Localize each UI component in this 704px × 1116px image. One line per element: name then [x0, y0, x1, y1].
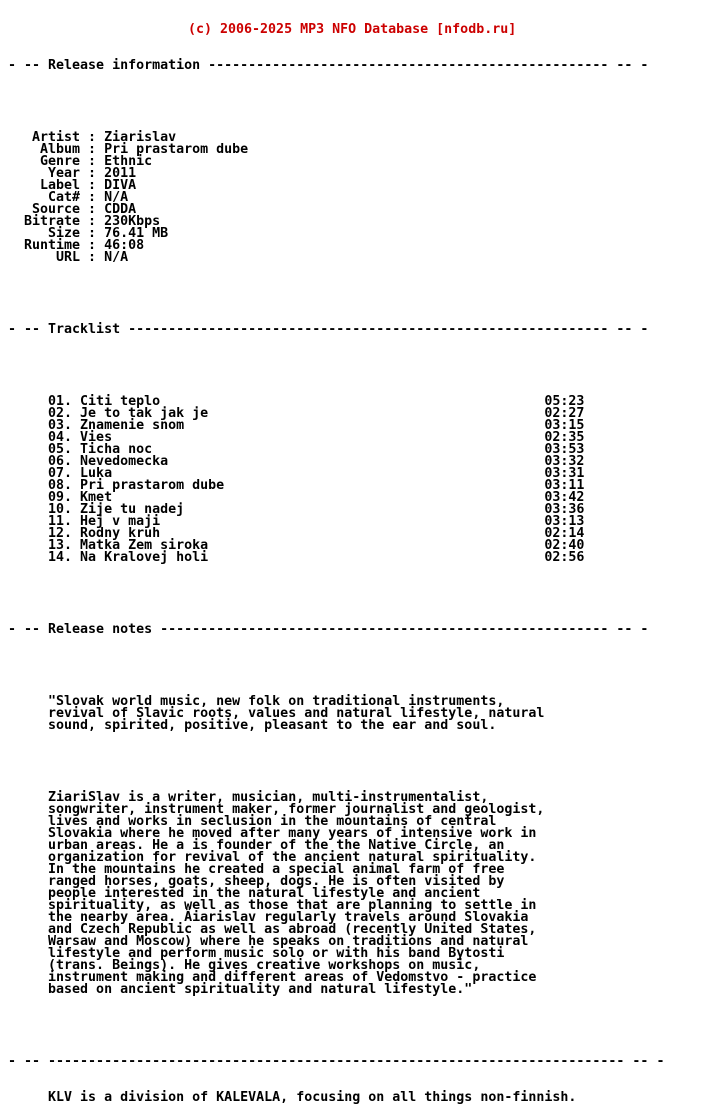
track-line: 09. Kmet 03:42: [8, 490, 585, 505]
release-info-line: Label : DIVA: [8, 178, 137, 193]
notes-quote-line: revival of Slavic roots, values and natural lifestyle, natural: [8, 706, 545, 721]
track-line: 12. Rodny kruh 02:14: [8, 526, 585, 541]
track-line: 08. Pri prastarom dube 03:11: [8, 478, 585, 493]
track-line: 14. Na Kralovej holi 02:56: [8, 550, 585, 565]
notes-body-line: lifestyle and perform music solo or with his band Bytosti: [8, 946, 505, 961]
notes-body-line: In the mountains he created a special animal farm of free: [8, 862, 505, 877]
notes-body-line: based on ancient spirituality and natural lifestyle.": [8, 982, 473, 997]
track-line: 05. Ticha noc 03:53: [8, 442, 585, 457]
notes-body-line: lives and works in seclusion in the mountains of central: [8, 814, 497, 829]
release-info-line: Bitrate : 230Kbps: [8, 214, 161, 229]
notes-body-line: Warsaw and Moscow) where he speaks on traditions and natural: [8, 934, 529, 949]
notes-quote-block: [8, 696, 664, 732]
footer-text: KLV is a division of KALEVALA, focusing on all things non-finnish.: [8, 1090, 577, 1105]
section-rule-release-notes: - -- Release notes -------------------------------------------------------- -- -: [8, 622, 649, 637]
notes-body-line: ranged horses, goats, sheep, dogs. He is often visited by: [8, 874, 505, 889]
notes-body-line: (trans. Beings). He gives creative workshops on music,: [8, 958, 481, 973]
track-line: 03. Znamenie snom 03:15: [8, 418, 585, 433]
track-line: 07. Luka 03:31: [8, 466, 585, 481]
notes-body-line: instrument making and different areas of Vedomstvo - practice: [8, 970, 537, 985]
track-line: 10. Zije tu nadej 03:36: [8, 502, 585, 517]
section-rule-tracklist: - -- Tracklist ------------------------------------------------------------ -- -: [8, 322, 649, 337]
release-info-line: Album : Pri prastarom dube: [8, 142, 249, 157]
release-info-line: Runtime : 46:08: [8, 238, 145, 253]
notes-body-line: urban areas. He a is founder of the the Native Circle, an: [8, 838, 505, 853]
release-info-line: URL : N/A: [8, 250, 129, 265]
track-line: 11. Hej v maji 03:13: [8, 514, 585, 529]
section-rule-footer: - -- ------------------------------------------------------------------------ -- -: [8, 1054, 665, 1069]
copyright-line: (c) 2006-2025 MP3 NFO Database [nfodb.ru]: [188, 22, 517, 37]
notes-body-line: Slovakia where he moved after many years of intensive work in: [8, 826, 537, 841]
release-info-line: Artist : Ziarislav: [8, 130, 177, 145]
notes-body-line: spirituality, as well as those that are planning to settle in: [8, 898, 537, 913]
release-info-line: Genre : Ethnic: [8, 154, 153, 169]
track-line: 06. Nevedomecka 03:32: [8, 454, 585, 469]
release-info-line: Year : 2011: [8, 166, 137, 181]
notes-body-line: organization for revival of the ancient natural spirituality.: [8, 850, 537, 865]
notes-quote-line: sound, spirited, positive, pleasant to the ear and soul.: [8, 718, 497, 733]
notes-body-line: songwriter, instrument maker, former journalist and geologist,: [8, 802, 545, 817]
track-line: 01. Citi teplo 05:23: [8, 394, 585, 409]
track-line: 04. Vies 02:35: [8, 430, 585, 445]
release-info-line: Source : CDDA: [8, 202, 137, 217]
notes-body-block: [8, 792, 664, 996]
nfo-document: [8, 0, 664, 1116]
tracklist-block: [8, 396, 664, 564]
notes-quote-line: "Slovak world music, new folk on traditional instruments,: [8, 694, 505, 709]
release-info-line: Size : 76.41 MB: [8, 226, 169, 241]
release-info-line: Cat# : N/A: [8, 190, 129, 205]
notes-body-line: people interested in the natural lifestyle and ancient: [8, 886, 481, 901]
notes-body-line: and Czech Republic as well as abroad (recently United States,: [8, 922, 537, 937]
track-line: 02. Je to tak jak je 02:27: [8, 406, 585, 421]
notes-body-line: ZiariSlav is a writer, musician, multi-instrumentalist,: [8, 790, 489, 805]
release-info-block: [8, 132, 664, 264]
track-line: 13. Matka Zem siroka 02:40: [8, 538, 585, 553]
notes-body-line: the nearby area. Äiarislav regularly travels around Slovakia: [8, 910, 529, 925]
section-rule-release-information: - -- Release information -------------------------------------------------- -- -: [8, 58, 649, 73]
